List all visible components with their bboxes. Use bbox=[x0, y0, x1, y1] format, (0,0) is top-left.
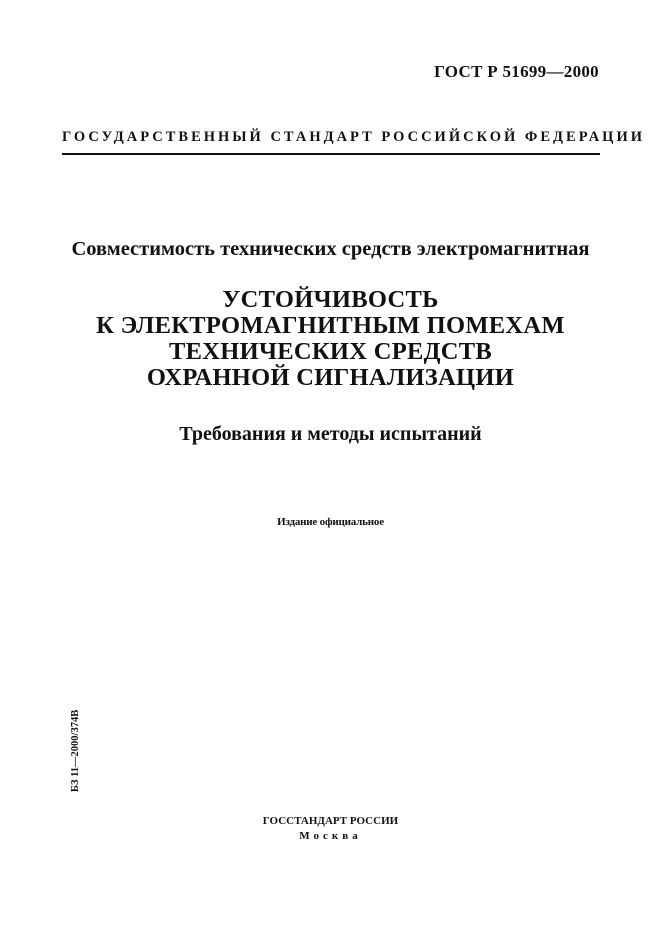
main-title bbox=[30, 287, 631, 391]
standard-type-banner: ГОСУДАРСТВЕННЫЙ СТАНДАРТ РОССИЙСКОЙ ФЕДЕРАЦИИ bbox=[62, 129, 646, 145]
main-title-line: ТЕХНИЧЕСКИХ СРЕДСТВ bbox=[168, 338, 493, 365]
main-title-line: К ЭЛЕКТРОМАГНИТНЫМ ПОМЕХАМ bbox=[96, 312, 565, 339]
document-number: ГОСТ Р 51699—2000 bbox=[434, 62, 599, 81]
bleed-through-mark bbox=[330, 153, 460, 159]
publisher-city: Москва bbox=[299, 830, 362, 842]
main-title-line: ОХРАННОЙ СИГНАЛИЗАЦИИ bbox=[146, 364, 515, 391]
subtitle: Требования и методы испытаний bbox=[179, 423, 482, 445]
main-title-line: УСТОЙЧИВОСТЬ bbox=[222, 286, 439, 313]
subject-line: Совместимость технических средств электромагнитная bbox=[71, 238, 590, 260]
edition-label: Издание официальное bbox=[277, 516, 384, 528]
margin-code: БЗ 11—2000/374В bbox=[70, 709, 81, 792]
publisher-name: ГОССТАНДАРТ РОССИИ bbox=[262, 815, 399, 827]
